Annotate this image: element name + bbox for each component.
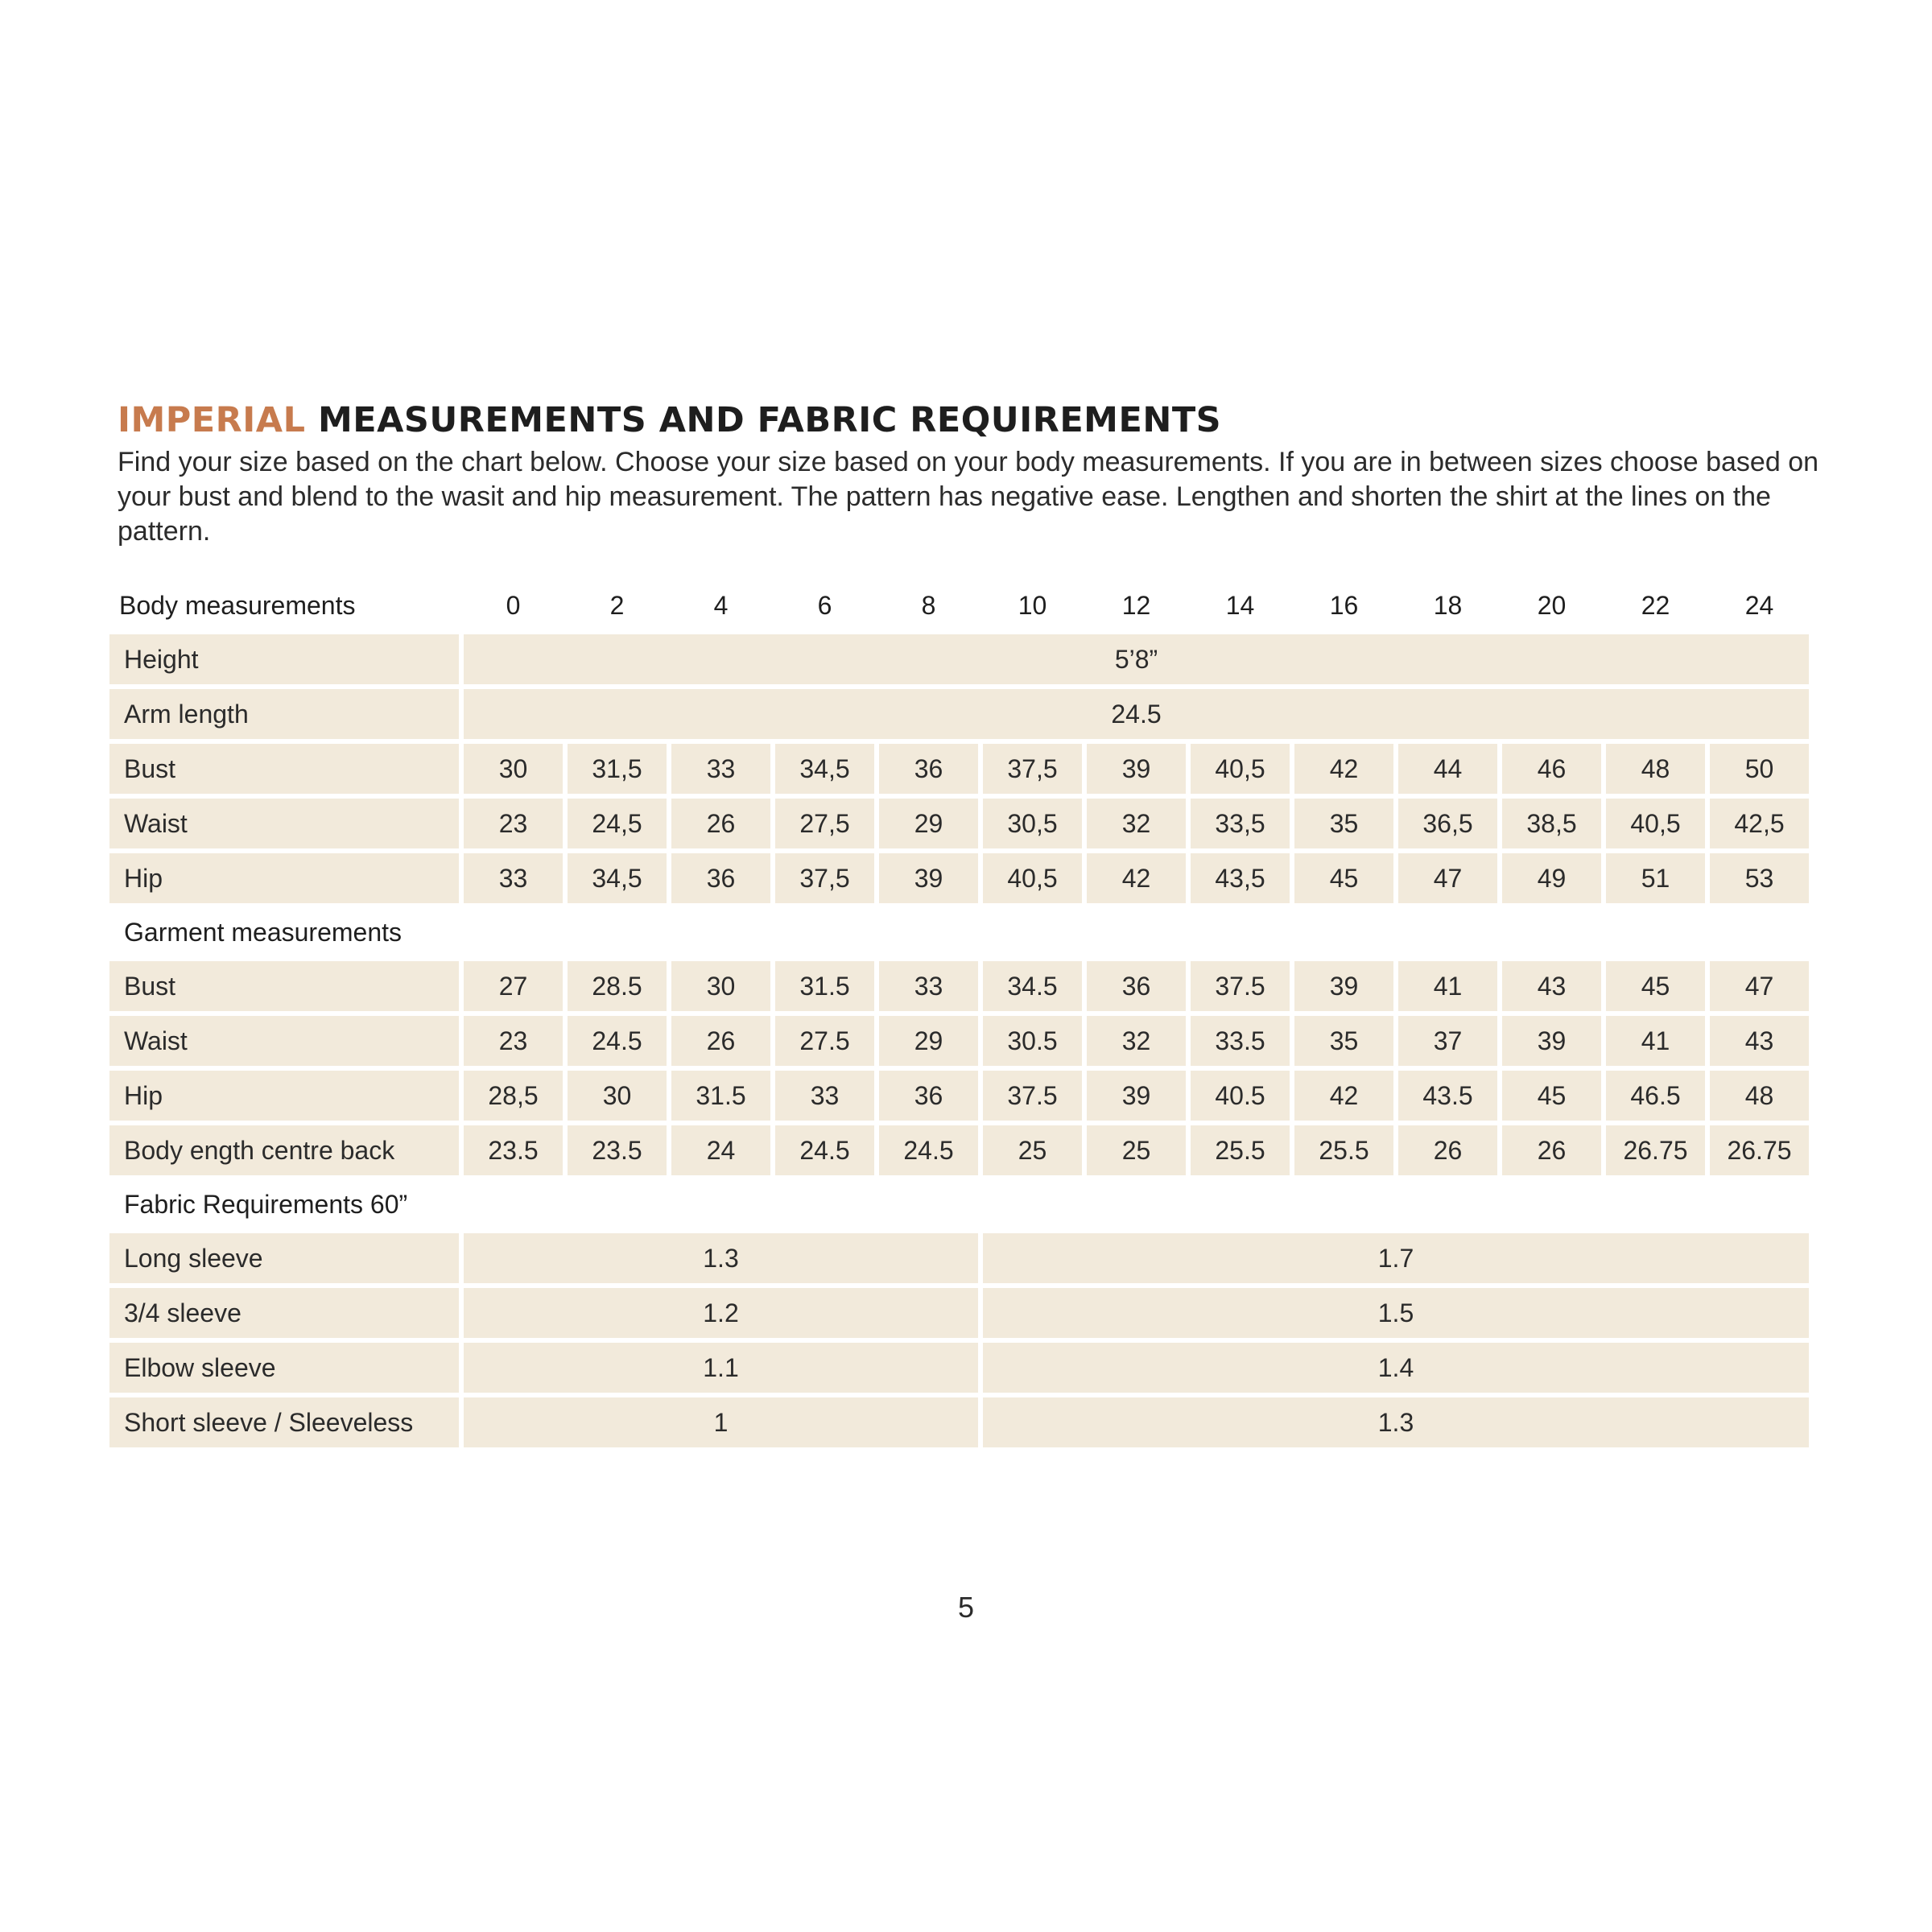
table-cell: 23	[464, 799, 563, 848]
table-cell: 34,5	[568, 853, 667, 903]
size-header: 10	[1018, 590, 1047, 620]
table-cell: 24.5	[879, 1125, 978, 1175]
table-cell: 25	[1087, 1125, 1186, 1175]
fabric-large-sizes-cell: 1.4	[983, 1343, 1809, 1393]
table-cell: 39	[879, 853, 978, 903]
table-cell: 23.5	[464, 1125, 563, 1175]
intro-paragraph: Find your size based on the chart below. Choose your size based on your body measurements. If you are in between sizes choose based on your bust and blend to the wasit and hip measurement. The pattern has negative ease. Lengthen and shorten the shirt at the lines on the pattern.	[118, 447, 1819, 547]
table-cell: 39	[1087, 1071, 1186, 1121]
table-cell: 30.5	[983, 1016, 1082, 1066]
table-cell: 39	[1087, 744, 1186, 794]
page-title	[118, 400, 1221, 440]
size-header: 16	[1329, 590, 1359, 620]
table-cell: 48	[1710, 1071, 1809, 1121]
table-cell: 26.75	[1606, 1125, 1705, 1175]
row-label-waist: Waist	[109, 1016, 459, 1066]
table-cell: 32	[1087, 1016, 1186, 1066]
row-label-long-sleeve: Long sleeve	[109, 1233, 459, 1283]
table-cell: 38,5	[1502, 799, 1601, 848]
table-cell: 46	[1502, 744, 1601, 794]
row-label-hip: Hip	[109, 1071, 459, 1121]
section-header-row	[109, 908, 1809, 956]
table-cell: 26	[1502, 1125, 1601, 1175]
table-cell: 43	[1710, 1016, 1809, 1066]
table-cell: 24	[671, 1125, 770, 1175]
table-cell: 40,5	[1606, 799, 1705, 848]
fabric-large-sizes-cell: 1.3	[983, 1397, 1809, 1447]
row-label-elbow-sleeve: Elbow sleeve	[109, 1343, 459, 1393]
table-cell: 40,5	[1191, 744, 1290, 794]
table-cell: 36	[879, 1071, 978, 1121]
table-cell: 36	[671, 853, 770, 903]
table-cell: 47	[1710, 961, 1809, 1011]
row-label-short-sleeve: Short sleeve / Sleeveless	[109, 1397, 459, 1447]
table-cell: 43,5	[1191, 853, 1290, 903]
table-cell: 23	[464, 1016, 563, 1066]
table-cell: 47	[1398, 853, 1497, 903]
table-cell: 23.5	[568, 1125, 667, 1175]
table-cell: 51	[1606, 853, 1705, 903]
table-row	[109, 1125, 1809, 1175]
table-cell: 40.5	[1191, 1071, 1290, 1121]
size-header: 18	[1433, 590, 1463, 620]
table-cell: 33	[464, 853, 563, 903]
table-cell: 35	[1294, 1016, 1393, 1066]
table-cell: 34.5	[983, 961, 1082, 1011]
table-cell: 27	[464, 961, 563, 1011]
table-cell: 26	[671, 799, 770, 848]
garment-measurements-heading: Garment measurements	[124, 917, 402, 947]
table-cell: 33	[879, 961, 978, 1011]
measurement-table	[105, 576, 1814, 1452]
table-cell: 27,5	[775, 799, 874, 848]
row-label-arm-length: Arm length	[109, 689, 459, 739]
table-cell: 26.75	[1710, 1125, 1809, 1175]
table-row	[109, 1233, 1809, 1283]
table-cell: 42	[1294, 744, 1393, 794]
table-cell: 46.5	[1606, 1071, 1705, 1121]
table-cell: 37,5	[775, 853, 874, 903]
size-header: 6	[817, 590, 832, 620]
table-cell: 25	[983, 1125, 1082, 1175]
fabric-large-sizes-cell: 1.5	[983, 1288, 1809, 1338]
table-cell: 44	[1398, 744, 1497, 794]
table-cell: 26	[671, 1016, 770, 1066]
table-cell: 37	[1398, 1016, 1497, 1066]
table-row	[109, 634, 1809, 684]
table-cell: 49	[1502, 853, 1601, 903]
table-cell: 42	[1294, 1071, 1393, 1121]
table-cell: 39	[1502, 1016, 1601, 1066]
table-cell: 43	[1502, 961, 1601, 1011]
table-cell: 31,5	[568, 744, 667, 794]
table-cell: 39	[1294, 961, 1393, 1011]
table-cell: 32	[1087, 799, 1186, 848]
arm-length-value: 24.5	[464, 689, 1809, 739]
size-header: 14	[1225, 590, 1255, 620]
size-header: 20	[1537, 590, 1567, 620]
table-cell: 41	[1606, 1016, 1705, 1066]
table-row	[109, 1016, 1809, 1066]
section-header-row	[109, 1180, 1809, 1228]
table-row	[109, 744, 1809, 794]
table-cell: 53	[1710, 853, 1809, 903]
table-row	[109, 853, 1809, 903]
row-label-bust: Bust	[109, 744, 459, 794]
table-cell: 31.5	[775, 961, 874, 1011]
fabric-small-sizes-cell: 1.2	[464, 1288, 978, 1338]
page-number: 5	[957, 1591, 975, 1624]
table-cell: 28,5	[464, 1071, 563, 1121]
table-row	[109, 1343, 1809, 1393]
size-header: 0	[506, 590, 521, 620]
table-cell: 34,5	[775, 744, 874, 794]
size-header: 8	[921, 590, 936, 620]
table-cell: 43.5	[1398, 1071, 1497, 1121]
size-header: 2	[609, 590, 625, 620]
table-cell: 48	[1606, 744, 1705, 794]
table-cell: 41	[1398, 961, 1497, 1011]
table-row	[109, 1397, 1809, 1447]
table-cell: 37,5	[983, 744, 1082, 794]
row-label-height: Height	[109, 634, 459, 684]
title-rest: MEASUREMENTS AND FABRIC REQUIREMENTS	[317, 400, 1222, 440]
row-label-body-length: Body ength centre back	[109, 1125, 459, 1175]
size-header-row	[109, 581, 1809, 630]
table-row	[109, 689, 1809, 739]
table-cell: 30,5	[983, 799, 1082, 848]
table-cell: 37.5	[983, 1071, 1082, 1121]
table-cell: 24.5	[775, 1125, 874, 1175]
size-header: 22	[1641, 590, 1670, 620]
table-cell: 33.5	[1191, 1016, 1290, 1066]
table-cell: 30	[671, 961, 770, 1011]
table-row	[109, 1071, 1809, 1121]
row-label-waist: Waist	[109, 799, 459, 848]
table-cell: 45	[1606, 961, 1705, 1011]
table-row	[109, 1288, 1809, 1338]
table-cell: 36,5	[1398, 799, 1497, 848]
table-cell: 40,5	[983, 853, 1082, 903]
table-cell: 33,5	[1191, 799, 1290, 848]
table-cell: 25.5	[1191, 1125, 1290, 1175]
table-cell: 30	[464, 744, 563, 794]
table-cell: 24.5	[568, 1016, 667, 1066]
table-cell: 36	[1087, 961, 1186, 1011]
table-cell: 50	[1710, 744, 1809, 794]
table-cell: 27.5	[775, 1016, 874, 1066]
table-cell: 42	[1087, 853, 1186, 903]
fabric-small-sizes-cell: 1.3	[464, 1233, 978, 1283]
fabric-requirements-heading: Fabric Requirements 60”	[124, 1189, 408, 1219]
table-cell: 45	[1294, 853, 1393, 903]
table-cell: 33	[671, 744, 770, 794]
table-row	[109, 961, 1809, 1011]
table-cell: 31.5	[671, 1071, 770, 1121]
table-cell: 37.5	[1191, 961, 1290, 1011]
height-value: 5’8”	[464, 634, 1809, 684]
fabric-small-sizes-cell: 1.1	[464, 1343, 978, 1393]
table-cell: 42,5	[1710, 799, 1809, 848]
row-label-hip: Hip	[109, 853, 459, 903]
size-header: 24	[1744, 590, 1774, 620]
table-cell: 25.5	[1294, 1125, 1393, 1175]
table-cell: 35	[1294, 799, 1393, 848]
row-label-three-quarter-sleeve: 3/4 sleeve	[109, 1288, 459, 1338]
row-label-bust: Bust	[109, 961, 459, 1011]
size-header: 12	[1121, 590, 1151, 620]
table-row	[109, 799, 1809, 848]
table-cell: 26	[1398, 1125, 1497, 1175]
table-cell: 36	[879, 744, 978, 794]
fabric-large-sizes-cell: 1.7	[983, 1233, 1809, 1283]
table-cell: 24,5	[568, 799, 667, 848]
table-cell: 29	[879, 1016, 978, 1066]
table-cell: 30	[568, 1071, 667, 1121]
table-cell: 29	[879, 799, 978, 848]
title-accent: IMPERIAL	[118, 400, 306, 440]
table-cell: 33	[775, 1071, 874, 1121]
table-cell: 45	[1502, 1071, 1601, 1121]
fabric-small-sizes-cell: 1	[464, 1397, 978, 1447]
size-header: 4	[713, 590, 729, 620]
table-cell: 28.5	[568, 961, 667, 1011]
body-measurements-label: Body measurements	[119, 590, 356, 620]
